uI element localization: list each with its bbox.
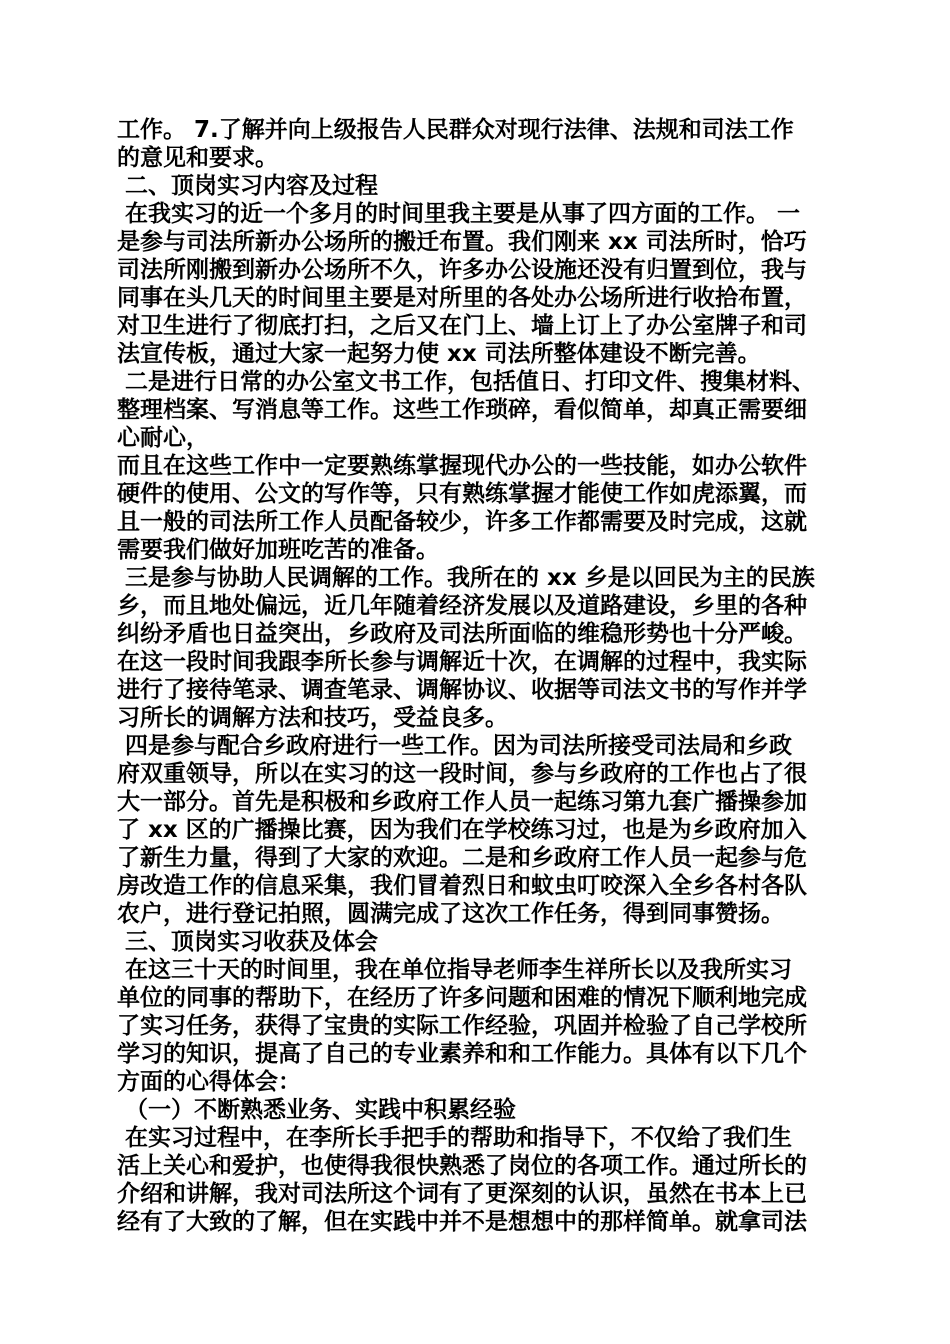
text-line: 需要我们做好加班吃苦的准备。 [117, 537, 439, 563]
text-line: 农户，进行登记拍照，圆满完成了这次工作任务，得到同事赞扬。 [117, 901, 784, 927]
text-line: 了新生力量，得到了大家的欢迎。二是和乡政府工作人员一起参与危 [117, 845, 807, 871]
text-line: 是参与司法所新办公场所的搬迁布置。我们刚来 xx 司法所时，恰巧 [117, 229, 807, 255]
section-heading: 三、顶岗实习收获及体会 [117, 929, 379, 955]
text-line: 纠纷矛盾也日益突出，乡政府及司法所面临的维稳形势也十分严峻。 [117, 621, 807, 647]
text-line: 的意见和要求。 [117, 145, 278, 171]
text-line: 整理档案、写消息等工作。这些工作琐碎，看似简单，却真正需要细 [117, 397, 807, 423]
text-line: 大一部分。首先是积极和乡政府工作人员一起练习第九套广播操参加 [117, 789, 807, 815]
text-line: 在实习过程中，在李所长手把手的帮助和指导下，不仅给了我们生 [117, 1125, 793, 1151]
text-line: 经有了大致的了解，但在实践中并不是想想中的那样简单。就拿司法 [117, 1209, 807, 1235]
text-line: 了实习任务，获得了宝贵的实际工作经验，巩固并检验了自己学校所 [117, 1013, 807, 1039]
text-line: 方面的心得体会： [117, 1069, 301, 1095]
text-line: 在我实习的近一个多月的时间里我主要是从事了四方面的工作。 一 [117, 201, 801, 227]
text-line: 单位的同事的帮助下，在经历了许多问题和困难的情况下顺利地完成 [117, 985, 807, 1011]
text-line: 且一般的司法所工作人员配备较少，许多工作都需要及时完成，这就 [117, 509, 807, 535]
text-line: 在这三十天的时间里，我在单位指导老师李生祥所长以及我所实习 [117, 957, 793, 983]
text-line: 法宣传板，通过大家一起努力使 xx 司法所整体建设不断完善。 [117, 341, 761, 367]
text-line: 三是参与协助人民调解的工作。我所在的 xx 乡是以回民为主的民族 [117, 565, 815, 591]
text-line: 习所长的调解方法和技巧，受益良多。 [117, 705, 508, 731]
text-line: 四是参与配合乡政府进行一些工作。因为司法所接受司法局和乡政 [117, 733, 793, 759]
subsection-heading: （一）不断熟悉业务、实践中积累经验 [117, 1097, 517, 1123]
text-line: 活上关心和爱护，也使得我很快熟悉了岗位的各项工作。通过所长的 [117, 1153, 807, 1179]
text-line: 而且在这些工作中一定要熟练掌握现代办公的一些技能，如办公软件 [117, 453, 807, 479]
text-line: 府双重领导，所以在实习的这一段时间，参与乡政府的工作也占了很 [117, 761, 807, 787]
text-line: 了 xx 区的广播操比赛，因为我们在学校练习过，也是为乡政府加入 [117, 817, 807, 843]
text-line: 乡，而且地处偏远，近几年随着经济发展以及道路建设，乡里的各种 [117, 593, 807, 619]
text-line: 二是进行日常的办公室文书工作，包括值日、打印文件、搜集材料、 [117, 369, 816, 395]
text-line: 房改造工作的信息采集，我们冒着烈日和蚊虫叮咬深入全乡各村各队 [117, 873, 807, 899]
text-line: 学习的知识，提高了自己的专业素养和和工作能力。具体有以下几个 [117, 1041, 807, 1067]
text-line: 司法所刚搬到新办公场所不久，许多办公设施还没有归置到位，我与 [117, 257, 807, 283]
text-line: 心耐心， [117, 425, 209, 451]
text-line: 在这一段时间我跟李所长参与调解近十次，在调解的过程中，我实际 [117, 649, 807, 675]
text-line: 进行了接待笔录、调查笔录、调解协议、收据等司法文书的写作并学 [117, 677, 807, 703]
text-line: 对卫生进行了彻底打扫，之后又在门上、墙上订上了办公室牌子和司 [117, 313, 807, 339]
text-line: 硬件的使用、公文的写作等，只有熟练掌握才能使工作如虎添翼，而 [117, 481, 807, 507]
section-heading: 二、顶岗实习内容及过程 [117, 173, 379, 199]
text-line: 同事在头几天的时间里主要是对所里的各处办公场所进行收拾布置， [117, 285, 807, 311]
document-page [117, 116, 837, 1236]
text-line: 介绍和讲解，我对司法所这个词有了更深刻的认识，虽然在书本上已 [117, 1181, 807, 1207]
text-line: 工作。 7.了解并向上级报告人民群众对现行法律、法规和司法工作 [117, 117, 794, 143]
